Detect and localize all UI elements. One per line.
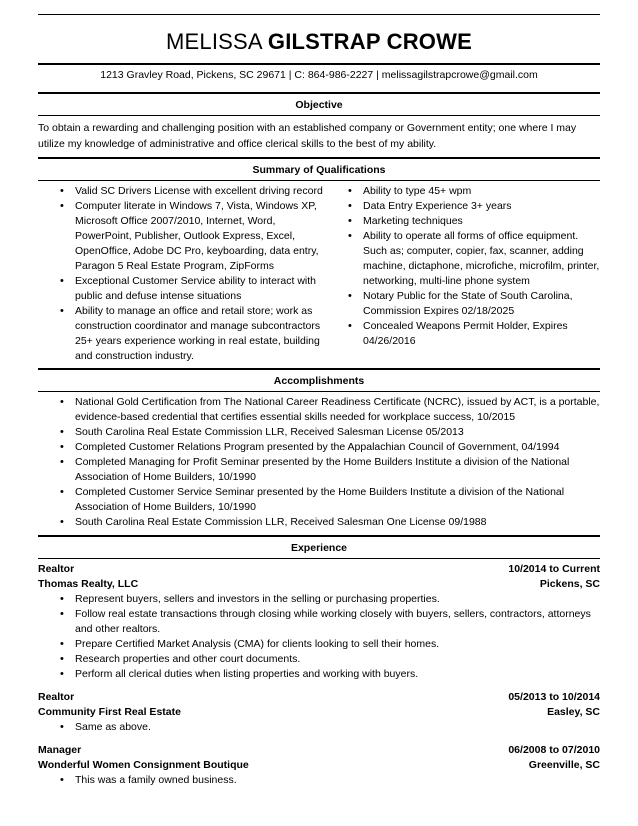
list-item: • Represent buyers, sellers and investors in the selling or purchasing properties. xyxy=(38,592,600,607)
resume-page xyxy=(38,14,600,790)
list-item: • Perform all clerical duties when listing properties and working with buyers. xyxy=(38,667,600,682)
list-item: • Ability to type 45+ wpm xyxy=(330,184,600,199)
job-title: Manager xyxy=(38,744,82,756)
list-item: • Marketing techniques xyxy=(330,214,600,229)
job-duties xyxy=(38,773,600,790)
job-title: Realtor xyxy=(38,563,75,575)
job-location: Greenville, SC xyxy=(528,759,600,771)
accomplishments-list xyxy=(38,392,600,535)
job-title-row xyxy=(38,690,600,705)
list-item: • Ability to manage an office and retail store; work as construction coordinator and manage subcontractors 25+ years experience working in real estate, building and construction industry. xyxy=(38,304,330,364)
qualifications-right-list xyxy=(330,184,600,364)
first-name: MELISSA xyxy=(166,29,262,54)
job-company-row xyxy=(38,758,600,773)
objective-text: To obtain a rewarding and challenging position with an established company or Government entity; one where I may utilize my knowledge of administrative and office clerical skills to the best of my ability. xyxy=(38,122,577,150)
last-name: GILSTRAP CROWE xyxy=(267,29,472,54)
job-location: Pickens, SC xyxy=(539,578,600,590)
list-item: • Completed Managing for Profit Seminar presented by the Home Builders Institute a division of the National Association of Home Builders, 10/1990 xyxy=(38,455,600,485)
list-item: • Data Entry Experience 3+ years xyxy=(330,199,600,214)
job-title: Realtor xyxy=(38,691,75,703)
job-title-row xyxy=(38,743,600,758)
list-item: • Completed Customer Relations Program presented by the Appalachian Council of Government, 04/1994 xyxy=(38,440,600,455)
list-item: • Follow real estate transactions through closing while working closely with buyers, sellers, contractors, attorneys and other realtors. xyxy=(38,607,600,637)
objective-heading: Objective xyxy=(295,99,343,111)
job-title-row xyxy=(38,562,600,577)
list-item: • Computer literate in Windows 7, Vista, Windows XP, Microsoft Office 2007/2010, Internet, Word, PowerPoint, Publisher, Outlook Express, Excel, OpenOffice, Adobe DC Pro, keyboarding, data entry, Paragon 5 Real Estate Program, ZipForms xyxy=(38,199,330,274)
job-company: Wonderful Women Consignment Boutique xyxy=(38,759,249,771)
list-item: • Valid SC Drivers License with excellent driving record xyxy=(38,184,330,199)
job-company: Community First Real Estate xyxy=(38,706,181,718)
list-item: • Ability to operate all forms of office equipment. Such as; computer, copier, fax, scanner, adding machine, dictaphone, microfiche, microfilm, printer, networking, multi-line phone system xyxy=(330,229,600,289)
experience-heading: Experience xyxy=(290,542,348,554)
job-company-row xyxy=(38,577,600,592)
list-item: • South Carolina Real Estate Commission LLR, Received Salesman License 05/2013 xyxy=(38,425,600,440)
list-item: • This was a family owned business. xyxy=(38,773,600,788)
list-item: • Concealed Weapons Permit Holder, Expires 04/26/2016 xyxy=(330,319,600,349)
list-item: • Completed Customer Service Seminar presented by the Home Builders Institute a division of the National Association of Home Builders, 10/1990 xyxy=(38,485,600,515)
job-duties xyxy=(38,720,600,737)
job-dates: 06/2008 to 07/2010 xyxy=(508,744,600,756)
job-entry xyxy=(38,737,600,790)
job-company-row xyxy=(38,705,600,720)
list-item: • Research properties and other court documents. xyxy=(38,652,600,667)
list-item: • National Gold Certification from The National Career Readiness Certificate (NCRC), issued by ACT, is a portable, evidence-based credential that certifies essential skills needed for workplace success, 10/2015 xyxy=(38,395,600,425)
list-item: • South Carolina Real Estate Commission LLR, Received Salesman One License 09/1988 xyxy=(38,515,600,530)
qualifications-columns xyxy=(38,181,600,368)
list-item: • Notary Public for the State of South Carolina, Commission Expires 02/18/2025 xyxy=(330,289,600,319)
job-dates: 10/2014 to Current xyxy=(508,563,600,575)
job-entry xyxy=(38,559,600,684)
qualifications-left-list xyxy=(38,184,330,364)
job-entry xyxy=(38,684,600,737)
list-item: • Prepare Certified Market Analysis (CMA) for clients looking to sell their homes. xyxy=(38,637,600,652)
accomplishments-heading: Accomplishments xyxy=(273,375,365,387)
list-item: • Same as above. xyxy=(38,720,600,735)
qualifications-heading: Summary of Qualifications xyxy=(252,164,386,176)
job-dates: 05/2013 to 10/2014 xyxy=(508,691,600,703)
contact-line: 1213 Gravley Road, Pickens, SC 29671 | C: 864-986-2227 | melissagilstrapcrowe@gmail.com xyxy=(100,69,538,81)
job-company: Thomas Realty, LLC xyxy=(38,578,139,590)
job-duties xyxy=(38,592,600,684)
list-item: • Exceptional Customer Service ability to interact with public and defuse intense situations xyxy=(38,274,330,304)
job-location: Easley, SC xyxy=(547,706,600,718)
candidate-name xyxy=(38,15,600,63)
